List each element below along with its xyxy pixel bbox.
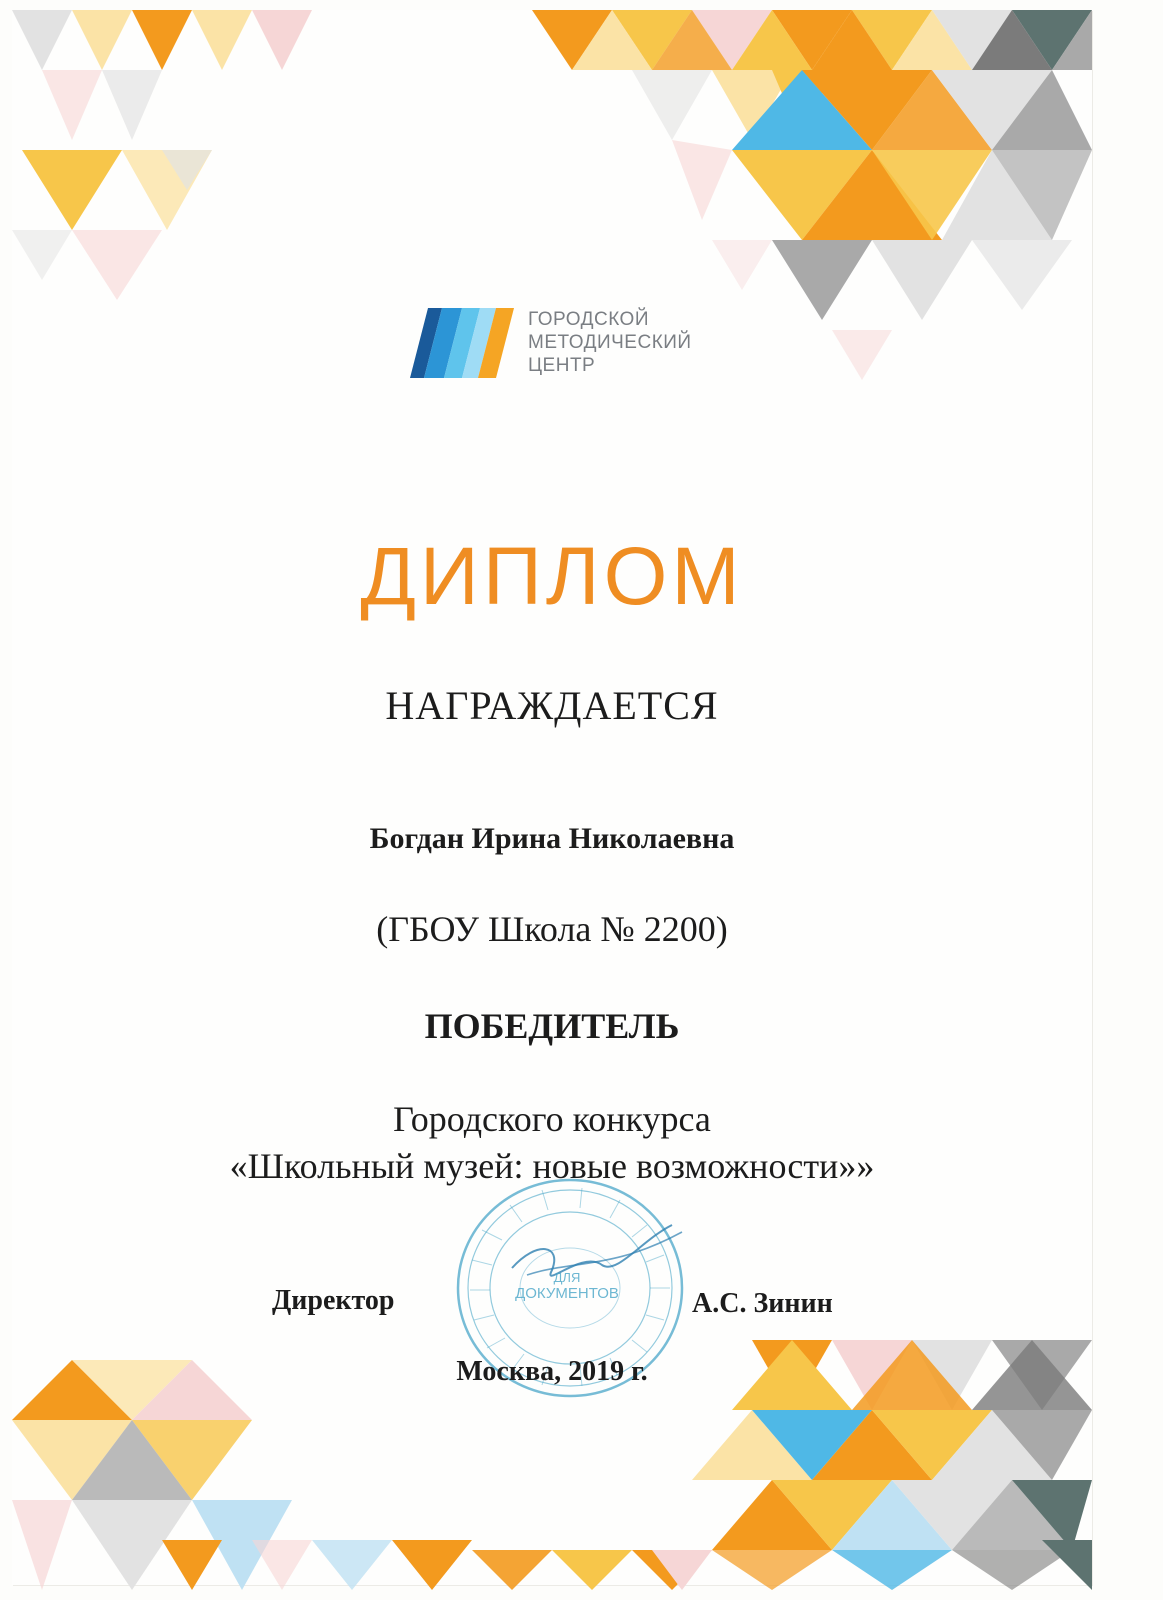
award-status: ПОБЕДИТЕЛЬ (424, 1006, 680, 1046)
signatory-position: Директор (272, 1285, 395, 1316)
contest-line-2: «Школьный музей: новые возможности»» (229, 1146, 875, 1186)
logo-line-3: ЦЕНТР (528, 355, 596, 376)
methodical-center-logo (410, 306, 710, 384)
logo-line-2: МЕТОДИЧЕСКИЙ (528, 332, 692, 353)
logo-line-1: ГОРОДСКОЙ (528, 309, 649, 330)
recipient-name: Богдан Ирина Николаевна (369, 822, 735, 855)
logo-wordmark (528, 308, 692, 377)
seal-text-line-1: ДЛЯ (553, 1270, 581, 1285)
recipient-organization: (ГБОУ Школа № 2200) (376, 909, 728, 949)
awarded-heading: НАГРАЖДАЕТСЯ (385, 683, 719, 728)
seal-text-line-2: ДОКУМЕНТОВ (515, 1285, 619, 1302)
contest-line-1: Городского конкурса (393, 1099, 711, 1139)
city-and-year: Москва, 2019 г. (456, 1356, 648, 1387)
diploma-sheet (12, 10, 1092, 1585)
logo-mark-icon (410, 306, 520, 381)
signatory-name: А.С. Зинин (692, 1288, 833, 1319)
diploma-title: ДИПЛОМ (360, 531, 744, 622)
